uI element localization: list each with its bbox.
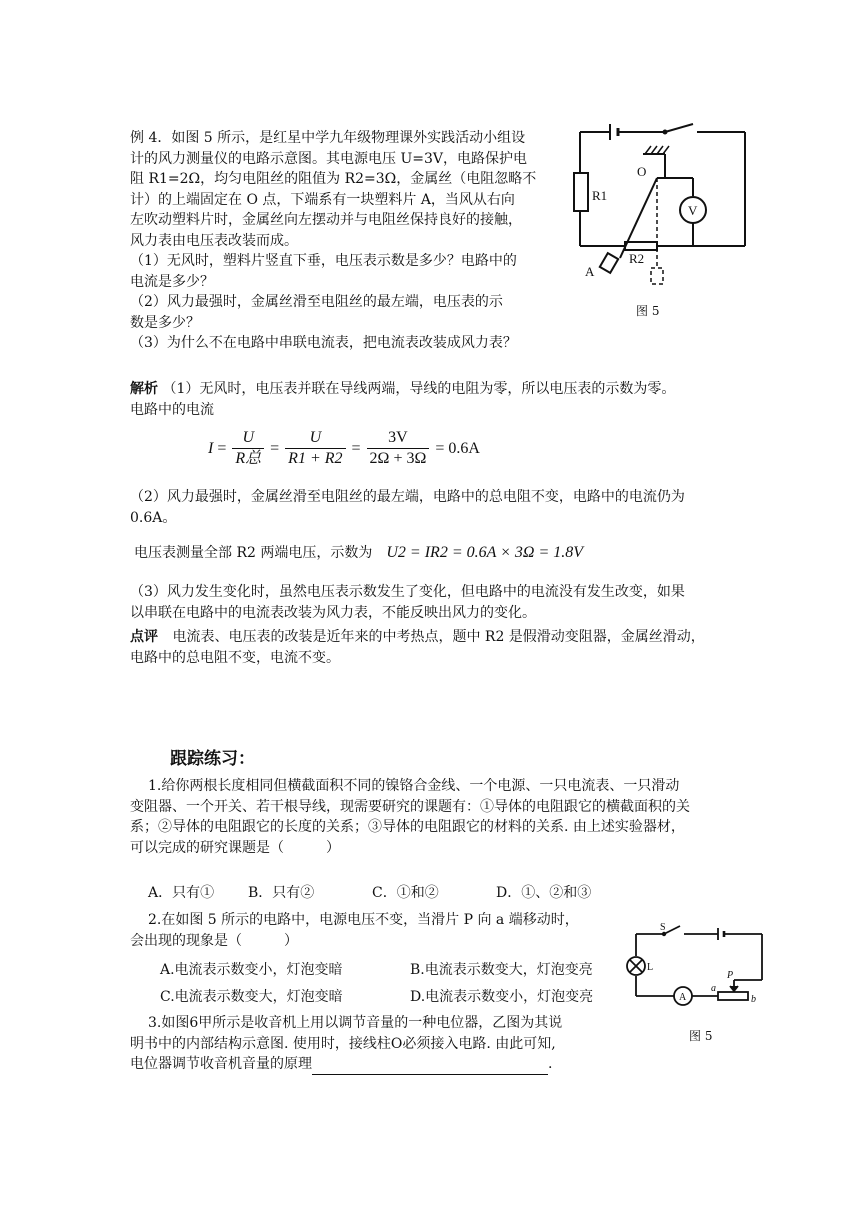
figure-caption: 图 5 (636, 304, 660, 318)
intro-line: 阻 R1=2Ω，均匀电阻丝的阻值为 R2=3Ω，金属丝（电阻忽略不 (130, 171, 537, 187)
q2-option-c[interactable]: C.电流表示数变大，灯泡变暗 (160, 988, 343, 1005)
label-b-end: b (751, 994, 756, 1005)
intro-line: 例 4．如图 5 所示，是红星中学九年级物理课外实践活动小组设 (130, 130, 526, 146)
label-s: S (660, 922, 666, 933)
label-v: V (688, 203, 698, 218)
numerator: U (285, 428, 345, 449)
intro-line: 左吹动塑料片时，金属丝向左摆动并与电阻丝保持良好的接触， (130, 212, 522, 228)
analysis-1 (130, 379, 675, 400)
question-3: （3）为什么不在电路中串联电流表，把电流表改装成风力表？ (130, 335, 517, 351)
denominator: R总 (235, 450, 262, 467)
q2-option-a[interactable]: A.电流表示数变小，灯泡变暗 (160, 962, 343, 978)
comment-line (130, 627, 705, 648)
formula-eq: = (351, 439, 361, 457)
question-2: （2）风力最强时，金属丝滑至电阻丝的最左端，电压表的示 (130, 294, 503, 310)
practice-q2 (130, 910, 579, 951)
q1-line: 可以完成的研究课题是（ ） (130, 839, 340, 856)
formula-eq: = (217, 439, 227, 457)
question-1: 电流是多少？ (130, 273, 214, 290)
q1-option-a[interactable]: A．只有① (148, 885, 215, 901)
label-o: O (637, 164, 647, 179)
q2-line: 2.在如图 5 所示的电路中，电源电压不变，当滑片 P 向 a 端移动时， (148, 912, 579, 928)
q1-line: 系；②导体的电阻跟它的长度的关系；③导体的电阻跟它的材料的关系. 由上述实验器材， (130, 819, 685, 835)
denominator: 2Ω + 3Ω (369, 450, 427, 467)
comment-text: 电流表、电压表的改装是近年来的中考热点，题中 R2 是假滑动变阻器，金属丝滑动， (172, 629, 705, 645)
label-a-end: a (711, 983, 716, 994)
intro-line: 风力表由电压表改装而成。 (130, 232, 298, 249)
practice-q3 (130, 1013, 562, 1075)
label-a: A (585, 264, 595, 279)
label-r1: R1 (592, 188, 608, 203)
analysis-2-line: 0.6A。 (130, 509, 177, 526)
fraction-2 (285, 428, 345, 469)
q1-option-d[interactable]: D．①、②和③ (496, 885, 592, 901)
label-p: P (727, 970, 734, 981)
q2-line: 会出现的现象是（ ） (130, 932, 298, 949)
q3-line (130, 1054, 562, 1075)
answer-blank[interactable] (312, 1060, 548, 1075)
comment-label: 点评 (130, 629, 158, 645)
fraction-1 (232, 428, 264, 469)
denominator: R1 + R2 (288, 450, 343, 467)
analysis-1b: 电路中的电流 (130, 402, 214, 418)
label-ammeter: A (679, 992, 687, 1003)
comment-line: 电路中的总电阻不变，电流不变。 (130, 649, 340, 666)
analysis-3-line: 以串联在电路中的电流表改装为风力表，不能反映出风力的变化。 (130, 604, 536, 621)
label-r2: R2 (629, 251, 645, 266)
voltage-line (134, 543, 583, 564)
analysis-2 (130, 487, 685, 528)
analysis-2-line: （2）风力最强时，金属丝滑至电阻丝的最左端，电路中的总电阻不变，电路中的电流仍为 (130, 489, 685, 505)
analysis-3 (130, 582, 685, 623)
formula-eq: = (270, 439, 280, 457)
lamp-rheostat-circuit-diagram (622, 920, 768, 1016)
q1-options (148, 883, 638, 904)
practice-q1 (130, 776, 730, 858)
fraction-3 (367, 428, 430, 469)
numerator: 3V (367, 428, 430, 449)
figure-2-caption: 图 5 (689, 1029, 713, 1043)
q3-last-text: 电位器调节收音机音量的原理 (130, 1056, 312, 1072)
comment (130, 627, 705, 668)
intro-line: 计的风力测量仪的电路示意图。其电源电压 U=3V，电路保护电 (130, 150, 527, 167)
voltage-text: 电压表测量全部 R2 两端电压，示数为 (134, 545, 373, 561)
question-1: （1）无风时，塑料片竖直下垂，电压表示数是多少？电路中的 (130, 253, 517, 269)
label-l: L (647, 962, 654, 973)
formula-result: = 0.6A (435, 439, 480, 457)
wind-meter-circuit-diagram (565, 118, 755, 293)
intro-line: 计）的上端固定在 O 点，下端系有一块塑料片 A，当风从右向 (130, 191, 515, 208)
voltage-formula: U2 = IR2 = 0.6A × 3Ω = 1.8V (386, 544, 584, 562)
q1-option-c[interactable]: C．①和② (372, 885, 439, 901)
example4-intro (130, 128, 560, 354)
q1-line: 变阻器、一个开关、若干根导线，现需要研究的课题有：①导体的电阻跟它的横截面积的关 (130, 798, 690, 815)
question-2: 数是多少？ (130, 314, 200, 331)
q1-line: 1.给你两根长度相同但横截面积不同的镍铬合金线、一个电源、一只电流表、一只滑动 (148, 778, 680, 794)
analysis-text: （1）无风时，电压表并联在导线两端，导线的电阻为零，所以电压表的示数为零。 (162, 381, 676, 397)
practice-heading: 跟踪练习： (170, 749, 255, 769)
q2-option-b[interactable]: B.电流表示数变大，灯泡变亮 (410, 962, 593, 978)
q2-option-d[interactable]: D.电流表示数变小，灯泡变亮 (410, 988, 594, 1005)
formula-lhs: I (208, 439, 214, 457)
q3-line: 明书中的内部结构示意图. 使用时，接线柱O必须接入电路. 由此可知, (130, 1035, 556, 1052)
analysis-3-line: （3）风力发生变化时，虽然电压表示数发生了变化，但电路中的电流没有发生改变，如果 (130, 584, 685, 600)
q3-end: . (548, 1056, 553, 1072)
current-formula (208, 428, 480, 469)
q3-line: 3.如图6甲所示是收音机上用以调节音量的一种电位器，乙图为其说 (148, 1015, 563, 1031)
q2-options (160, 960, 593, 1007)
q1-option-b[interactable]: B．只有② (248, 885, 315, 901)
numerator: U (232, 428, 264, 449)
analysis-label: 解析 (130, 381, 158, 397)
